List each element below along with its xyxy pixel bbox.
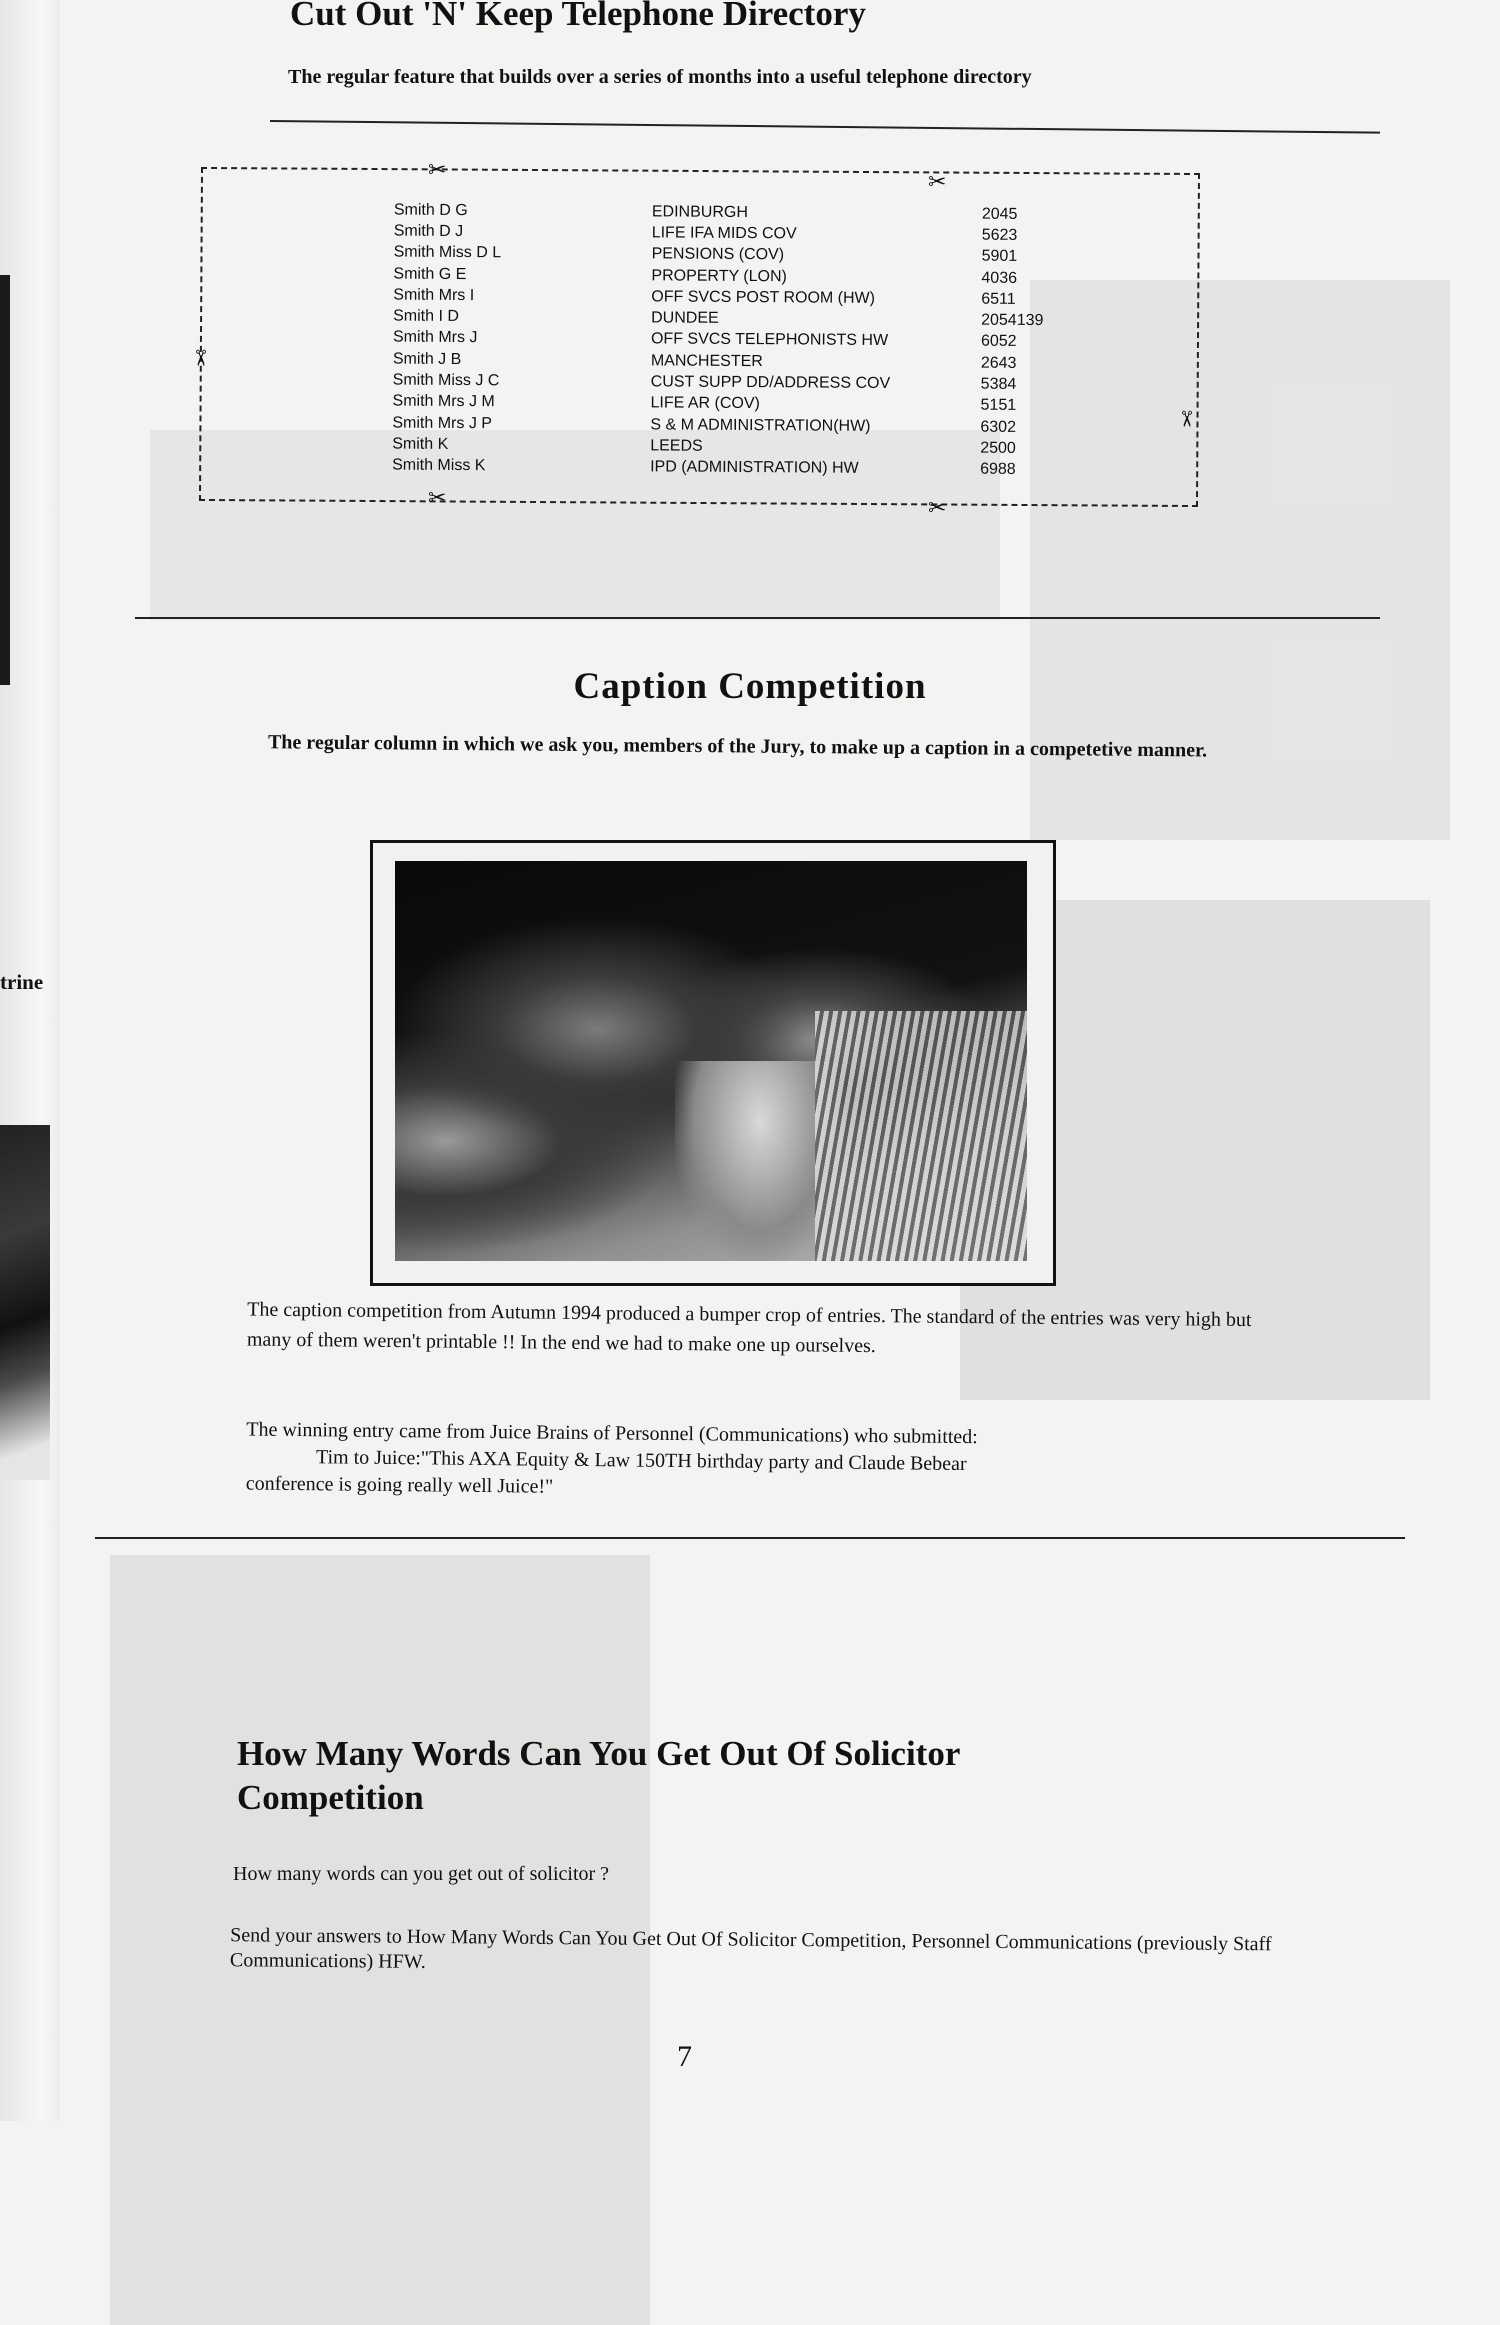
directory-row: Smith Miss D L PENSIONS (COV) 5901 xyxy=(393,243,1018,266)
winner-line: Tim to Juice:"This AXA Equity & Law 150TH birthday party and Claude Bebear xyxy=(315,1446,967,1476)
caption-winner-text xyxy=(246,1417,1297,1509)
solicitor-send-instructions: Send your answers to How Many Words Can You Get Out Of Solicitor Competition, Personnel Communications (previously Staff Communications) HFW. xyxy=(229,1924,1272,1973)
directory-row: Smith K LEEDS 2500 xyxy=(392,435,1016,457)
directory-row: Smith J B MANCHESTER 2643 xyxy=(392,350,1017,372)
directory-row: Smith D G EDINBURGH 2045 xyxy=(393,201,1018,223)
scissors-icon: ✂ xyxy=(928,170,947,195)
telephone-directory-table xyxy=(392,200,1094,482)
photo-figure xyxy=(815,1011,1027,1261)
directory-subheading: The regular feature that builds over a series of months into a useful telephone directory xyxy=(288,66,1032,88)
directory-row: Smith I D DUNDEE 2054139 xyxy=(393,307,1044,330)
caption-intro-text: The regular column in which we ask you, members of the Jury, to make up a caption in a competetive manner. xyxy=(267,731,1208,762)
directory-row: Smith Mrs J M LIFE AR (COV) 5151 xyxy=(392,392,1017,415)
page-number: 7 xyxy=(677,2040,692,2073)
directory-row: Smith Mrs J P S & M ADMINISTRATION(HW) 6302 xyxy=(392,414,1017,436)
heading-line: How Many Words Can You Get Out Of Solicitor xyxy=(237,1734,961,1773)
winner-line: conference is going really well Juice!" xyxy=(245,1472,554,1498)
caption-photo xyxy=(395,861,1027,1261)
winner-line: The winning entry came from Juice Brains of Personnel (Communications) who submitted: xyxy=(246,1418,978,1449)
adjacent-page-word: trine xyxy=(0,970,44,994)
caption-result-text: The caption competition from Autumn 1994 produced a bumper crop of entries. The standard of the entries was very high but many of them weren't printable !! In the end we had to make one up ourselves. xyxy=(246,1298,1252,1358)
heading-line: Competition xyxy=(237,1777,424,1817)
section-divider xyxy=(135,617,1380,619)
scissors-icon: ✂ xyxy=(187,348,213,368)
directory-row: Smith Miss K IPD (ADMINISTRATION) HW 6988 xyxy=(392,456,1016,479)
directory-row: Smith D J LIFE IFA MIDS COV 5623 xyxy=(393,222,1018,244)
directory-heading: Cut Out 'N' Keep Telephone Directory xyxy=(290,0,866,33)
directory-row: Smith Miss J C CUST SUPP DD/ADDRESS COV 5384 xyxy=(392,371,1017,393)
section-divider xyxy=(270,120,1380,134)
scissors-icon: ✂ xyxy=(1173,409,1199,429)
solicitor-question: How many words can you get out of solicitor ? xyxy=(233,1863,610,1885)
scissors-icon: ✂ xyxy=(428,486,447,511)
section-divider xyxy=(95,1537,1405,1539)
directory-row: Smith Mrs I OFF SVCS POST ROOM (HW) 6511 xyxy=(393,286,1016,308)
adjacent-page-photo-edge xyxy=(0,1125,50,1480)
scissors-icon: ✂ xyxy=(928,496,947,521)
solicitor-competition-heading xyxy=(237,1732,960,1820)
adjacent-page-edge xyxy=(0,275,10,685)
caption-competition-heading: Caption Competition xyxy=(573,666,927,707)
directory-row: Smith G E PROPERTY (LON) 4036 xyxy=(393,265,1018,287)
directory-row: Smith Mrs J OFF SVCS TELEPHONISTS HW 6052 xyxy=(392,328,1017,351)
scissors-icon: ✂ xyxy=(428,158,447,183)
caption-photo-frame xyxy=(370,840,1056,1286)
